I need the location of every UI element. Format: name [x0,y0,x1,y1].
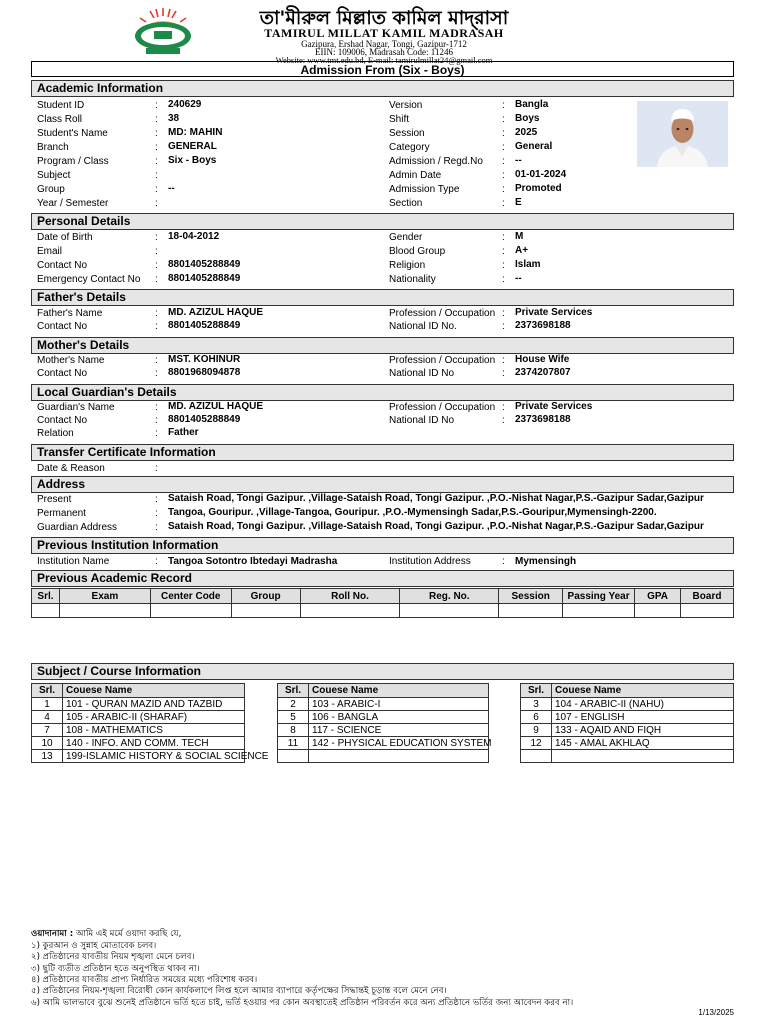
subject-name [309,750,489,763]
subject-name: 142 - PHYSICAL EDUCATION SYSTEM [309,737,489,750]
contact-no-label: Contact No [37,260,88,271]
colon: : [502,308,505,319]
national-id-no-label: National ID No [389,415,455,426]
subject-header-row [278,684,489,698]
version-label: Version [389,100,423,111]
gender-label: Gender [389,232,423,243]
section-prev-academic-title: Previous Academic Record [31,570,734,587]
subject-name: 107 - ENGLISH [552,711,734,724]
colon: : [502,142,505,153]
subject-name: 117 - SCIENCE [309,724,489,737]
section-academic-title: Academic Information [31,80,734,97]
column-header: Board [681,589,734,604]
relation-label: Relation [37,428,74,439]
pledge-item: ৩) ছুটি ব্যতীত প্রতিষ্ঠান হতে অনুপস্থিত থাকব না। [31,963,200,974]
table-row [278,698,489,711]
subject-srl: 6 [521,711,552,724]
section-address-title: Address [31,476,734,493]
column-header: Session [499,589,563,604]
subject-header-row [521,684,734,698]
admission-type-value: Promoted [515,183,562,194]
colon: : [502,156,505,167]
column-header: Center Code [150,589,231,604]
colon: : [502,260,505,271]
colon: : [502,246,505,257]
subject-header-row [32,684,245,698]
column-header: GPA [635,589,681,604]
table-row [32,711,245,724]
colon: : [502,368,505,379]
colon: : [155,170,158,181]
subject-srl: 7 [32,724,63,737]
subject-name: 199-ISLAMIC HISTORY & SOCIAL SCIENCE [63,750,245,763]
section-prev-institution-title: Previous Institution Information [31,537,734,554]
footer-date: 1/13/2025 [698,1008,734,1017]
srl-header: Srl. [278,684,309,698]
course-name-header: Couese Name [63,684,245,698]
subject-srl: 11 [278,737,309,750]
subject-srl: 4 [32,711,63,724]
colon: : [155,368,158,379]
institution-name-label: Institution Name [37,556,110,567]
subject-name: 106 - BANGLA [309,711,489,724]
date-of-birth-value: 18-04-2012 [168,231,220,242]
colon: : [502,128,505,139]
subject-srl: 12 [521,737,552,750]
colon: : [502,321,505,332]
contact-no-label: Contact No [37,368,88,379]
section-label: Section [389,198,423,209]
group-value: -- [168,183,175,194]
subject-table [31,683,269,763]
student-id-value: 240629 [168,99,202,110]
subject-name: 104 - ARABIC-II (NAHU) [552,698,734,711]
form-title: Admission From (Six - Boys) [31,61,734,77]
pledge-item: ২) প্রতিষ্ঠানের যাবতীয় নিয়ম শৃঙ্খলা মেনে চলব। [31,952,195,963]
version-value: Bangla [515,99,549,110]
srl-header: Srl. [32,684,63,698]
permanent-label: Permanent [37,508,86,519]
nationality-value: -- [515,273,522,284]
admission-regd-no-label: Admission / Regd.No [389,156,483,167]
session-value: 2025 [515,127,538,138]
gender-value: M [515,231,524,242]
category-value: General [515,141,553,152]
colon: : [502,415,505,426]
branch-value: GENERAL [168,141,217,152]
table-row [278,711,489,724]
colon: : [155,114,158,125]
blood-group-label: Blood Group [389,246,446,257]
pledge-item: ৬) আমি ভালভাবে বুঝে শুনেই প্রতিষ্ঠানে ভর্তি হতে চাই, ভর্তি হওয়ার পর কোন অবস্থাতেই প্রতিষ্ঠান পরিবর্তন করে অন্য প্রতিষ্ঠানে ভর্তির জন্য আবেদন করব না। [31,997,574,1008]
subject-srl: 3 [521,698,552,711]
colon: : [502,198,505,209]
institution-address-label: Institution Address [389,556,471,567]
relation-value: Father [168,427,199,438]
admission-regd-no-value: -- [515,155,522,166]
table-row [32,724,245,737]
religion-value: Islam [515,259,541,270]
shift-label: Shift [389,114,410,125]
colon: : [502,184,505,195]
subject-srl: 5 [278,711,309,724]
column-header: Group [231,589,300,604]
school-name-bangla: তা'মীরুল মিল্লাত কামিল মাদ্‌রাসা [259,7,509,29]
student-photo [637,101,728,167]
national-id-no-value: 2373698188 [515,320,571,331]
mother-s-name-value: MST. KOHINUR [168,354,241,365]
program-class-label: Program / Class [37,156,109,167]
pledge-item: ১) কুরআন ও সুন্নাহ মোতাবেক চলব। [31,941,157,951]
table-row [278,724,489,737]
admin-date-label: Admin Date [389,170,442,181]
section-guardian-title: Local Guardian's Details [31,384,734,401]
subject-name: 140 - INFO. AND COMM. TECH [63,737,245,750]
srl-header: Srl. [521,684,552,698]
contact-no-label: Contact No [37,415,88,426]
course-name-header: Couese Name [552,684,734,698]
subject-label: Subject [37,170,71,181]
date-of-birth-label: Date of Birth [37,232,93,243]
religion-label: Religion [389,260,426,271]
father-s-name-value: MD. AZIZUL HAQUE [168,307,263,318]
subject-srl: 9 [521,724,552,737]
nationality-label: Nationality [389,274,436,285]
national-id-no-value: 2373698188 [515,414,571,425]
admission-type-label: Admission Type [389,184,460,195]
table-row [521,724,734,737]
column-header: Srl. [32,589,60,604]
pledge-item: ৫) প্রতিষ্ঠানের নিয়ম-শৃঙ্খলা বিরোধী কোন কার্যকলাপে লিপ্ত হলে আমার ব্যাপারে কর্তৃপক্ষের সিদ্ধান্তই চূড়ান্ত বলে মেনে নেব। [31,986,447,997]
school-contact: Website: www.tmt.edu.bd, E-mail: tamirulmillat24@gmail.com [275,55,493,65]
colon: : [502,556,505,567]
mother-s-name-label: Mother's Name [37,355,105,366]
contact-no-value: 8801968094878 [168,367,241,378]
colon: : [155,184,158,195]
emergency-contact-no-label: Emergency Contact No [37,274,141,285]
contact-no-value: 8801405288849 [168,320,241,331]
pledge-item: ৪) প্রতিষ্ঠানের যাবতীয় প্রাপ্য নির্ধারিত সময়ের মধ্যে পরিশোধ করব। [31,974,258,985]
colon: : [155,355,158,366]
colon: : [155,128,158,139]
guardian-s-name-value: MD. AZIZUL HAQUE [168,401,263,412]
column-header: Reg. No. [400,589,499,604]
contact-no-value: 8801405288849 [168,414,241,425]
subject-srl [278,750,309,763]
national-id-no-value: 2374207807 [515,367,571,378]
class-roll-value: 38 [168,113,180,124]
table-row [521,750,734,763]
profession-occupation-value: Private Services [515,401,593,412]
admin-date-value: 01-01-2024 [515,169,567,180]
colon: : [155,246,158,257]
subject-table [277,683,492,763]
colon: : [155,260,158,271]
present-value: Sataish Road, Tongi Gazipur. ,Village-Sataish Road, Tongi Gazipur. ,P.O.-Nishat Nagar,P.S.-Gazipur Sadar,Gazipur [168,493,704,504]
school-address: Gazipura, Ershad Nagar, Tongi, Gazipur-1712 [301,39,467,49]
previous-academic-table [31,588,734,618]
national-id-no-label: National ID No [389,368,455,379]
colon: : [155,100,158,111]
guardian-address-label: Guardian Address [37,522,118,533]
shift-value: Boys [515,113,540,124]
branch-label: Branch [37,142,69,153]
section-mother-title: Mother's Details [31,337,734,354]
table-row [521,698,734,711]
subject-srl: 13 [32,750,63,763]
subject-name: 145 - AMAL AKHLAQ [552,737,734,750]
colon: : [155,274,158,285]
colon: : [155,308,158,319]
column-header: Exam [59,589,150,604]
student-id-label: Student ID [37,100,85,111]
subject-name: 133 - AQAID AND FIQH [552,724,734,737]
date-reason-label: Date & Reason [37,463,105,474]
course-name-header: Couese Name [309,684,489,698]
profession-occupation-label: Profession / Occupation [389,402,496,413]
subject-srl [521,750,552,763]
table-row [278,737,489,750]
email-label: Email [37,246,63,257]
category-label: Category [389,142,430,153]
year-semester-label: Year / Semester [37,198,109,209]
section-subjects-title: Subject / Course Information [31,663,734,680]
colon: : [155,522,158,533]
table-row [278,750,489,763]
contact-no-label: Contact No [37,321,88,332]
emergency-contact-no-value: 8801405288849 [168,273,241,284]
guardian-s-name-label: Guardian's Name [37,402,115,413]
contact-no-value: 8801405288849 [168,259,241,270]
profession-occupation-label: Profession / Occupation [389,308,496,319]
subject-table [520,683,734,763]
table-row [32,698,245,711]
table-row [521,737,734,750]
class-roll-label: Class Roll [37,114,83,125]
school-codes: EIIN: 109006, Madrasah Code: 11246 [315,47,453,57]
subject-srl: 2 [278,698,309,711]
section-transfer-title: Transfer Certificate Information [31,444,734,461]
colon: : [502,274,505,285]
colon: : [155,156,158,167]
guardian-address-value: Sataish Road, Tongi Gazipur. ,Village-Sataish Road, Tongi Gazipur. ,P.O.-Nishat Nagar,P.S.-Gazipur Sadar,Gazipur [168,521,704,532]
student-s-name-value: MD: MAHIN [168,127,223,138]
profession-occupation-value: Private Services [515,307,593,318]
colon: : [155,556,158,567]
program-class-value: Six - Boys [168,155,217,166]
column-header: Passing Year [563,589,635,604]
subject-name: 108 - MATHEMATICS [63,724,245,737]
colon: : [155,508,158,519]
pledge-intro: আমি এই মর্মে ওয়াদা করছি যে, [75,929,182,939]
pledge-title: ওয়াদানামা : [31,929,74,939]
colon: : [155,232,158,243]
colon: : [502,100,505,111]
institution-address-value: Mymensingh [515,556,577,567]
permanent-value: Tangoa, Gouripur. ,Village-Tangoa, Gouripur. ,P.O.-Mymensingh Sadar,P.S.-Gouripur,Mymensingh-2200. [168,507,657,518]
subject-srl: 10 [32,737,63,750]
present-label: Present [37,494,72,505]
table-row [32,604,734,618]
national-id-no-label: National ID No. [389,321,457,332]
section-father-title: Father's Details [31,289,734,306]
table-row [32,737,245,750]
father-s-name-label: Father's Name [37,308,103,319]
colon: : [155,142,158,153]
section-value: E [515,197,522,208]
colon: : [155,321,158,332]
profession-occupation-label: Profession / Occupation [389,355,496,366]
subject-name: 101 - QURAN MAZID AND TAZBID [63,698,245,711]
school-name-english: TAMIRUL MILLAT KAMIL MADRASAH [264,26,504,40]
table-row [521,711,734,724]
subject-name [552,750,734,763]
colon: : [155,463,158,474]
colon: : [155,494,158,505]
session-label: Session [389,128,425,139]
colon: : [502,355,505,366]
colon: : [502,114,505,125]
colon: : [155,415,158,426]
previous-academic-header-row [32,589,734,604]
subject-name: 103 - ARABIC-I [309,698,489,711]
subject-srl: 1 [32,698,63,711]
blood-group-value: A+ [515,245,529,256]
group-label: Group [37,184,65,195]
colon: : [502,170,505,181]
profession-occupation-value: House Wife [515,354,570,365]
colon: : [155,402,158,413]
table-row [32,750,245,763]
column-header: Roll No. [300,589,400,604]
section-personal-title: Personal Details [31,213,734,230]
colon: : [155,428,158,439]
student-s-name-label: Student's Name [37,128,108,139]
colon: : [502,402,505,413]
subject-name: 105 - ARABIC-II (SHARAF) [63,711,245,724]
subject-srl: 8 [278,724,309,737]
institution-name-value: Tangoa Sotontro Ibtedayi Madrasha [168,556,338,567]
colon: : [502,232,505,243]
colon: : [155,198,158,209]
